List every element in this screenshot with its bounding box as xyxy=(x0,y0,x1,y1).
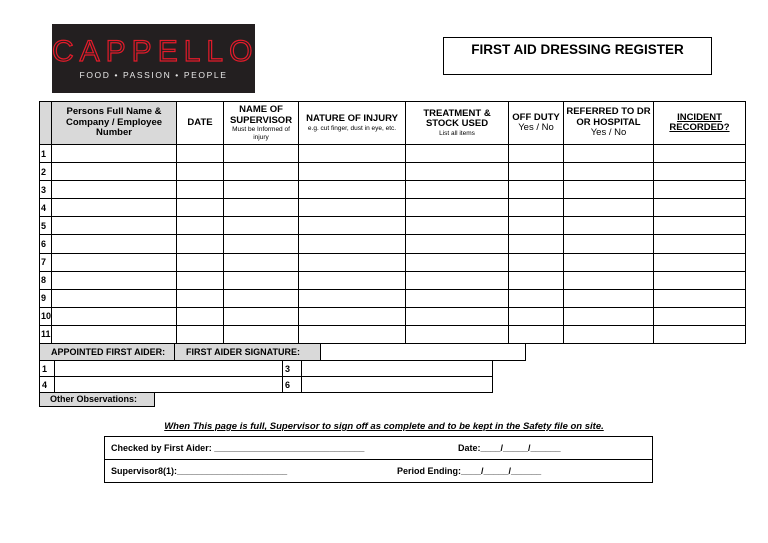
register-title-box xyxy=(443,37,712,75)
col-incident-recorded: INCIDENT RECORDED? xyxy=(654,102,746,145)
table-row xyxy=(40,253,746,271)
register-cell[interactable] xyxy=(406,253,509,271)
register-cell[interactable] xyxy=(224,163,299,181)
col-supervisor-note: Must be Informed of injury xyxy=(232,126,290,141)
register-cell[interactable] xyxy=(224,217,299,235)
row-number: 5 xyxy=(40,217,52,235)
col-referred-options: Yes / No xyxy=(590,127,627,139)
register-cell[interactable] xyxy=(654,289,746,307)
register-cell[interactable] xyxy=(654,217,746,235)
register-cell[interactable] xyxy=(299,235,406,253)
first-aider-table xyxy=(39,360,493,393)
other-observations-label: Other Observations: xyxy=(39,392,155,407)
col-date: DATE xyxy=(177,102,224,145)
register-cell[interactable] xyxy=(509,289,564,307)
register-cell[interactable] xyxy=(299,199,406,217)
register-cell[interactable] xyxy=(177,145,224,163)
register-cell[interactable] xyxy=(564,307,654,325)
register-cell[interactable] xyxy=(509,253,564,271)
register-cell[interactable] xyxy=(509,271,564,289)
register-cell[interactable] xyxy=(406,325,509,343)
logo-tagline: FOOD • PASSION • PEOPLE xyxy=(79,70,228,80)
register-cell[interactable] xyxy=(299,253,406,271)
table-row xyxy=(40,289,746,307)
register-cell[interactable] xyxy=(52,289,177,307)
col-referred: REFERRED TO DR OR HOSPITAL Yes / No xyxy=(564,102,654,145)
safety-file-notice xyxy=(0,416,768,434)
first-aider-field[interactable] xyxy=(55,361,283,377)
register-cell[interactable] xyxy=(509,181,564,199)
register-cell[interactable] xyxy=(654,325,746,343)
appointed-first-aider-label: APPOINTED FIRST AIDER: xyxy=(39,343,175,361)
register-cell[interactable] xyxy=(509,217,564,235)
table-row xyxy=(40,307,746,325)
register-cell[interactable] xyxy=(224,271,299,289)
col-supervisor: NAME OF SUPERVISOR Must be Informed of injury xyxy=(224,102,299,145)
register-cell[interactable] xyxy=(654,271,746,289)
row-number-header xyxy=(40,102,52,145)
register-cell[interactable] xyxy=(177,235,224,253)
col-treatment: TREATMENT & STOCK USED List all items xyxy=(406,102,509,145)
col-off-duty-options: Yes / No xyxy=(518,122,554,133)
register-cell[interactable] xyxy=(406,289,509,307)
col-off-duty: OFF DUTY Yes / No xyxy=(509,102,564,145)
row-number: 1 xyxy=(40,145,52,163)
logo-wordmark: CAPPELLO xyxy=(52,35,259,68)
register-cell[interactable] xyxy=(177,289,224,307)
register-cell[interactable] xyxy=(299,145,406,163)
first-aider-signature-label: FIRST AIDER SIGNATURE: xyxy=(175,343,321,361)
register-cell[interactable] xyxy=(654,181,746,199)
col-injury-note: e.g. cut finger, dust in eye, etc. xyxy=(307,124,397,132)
col-person-name: Persons Full Name & Company / Employee Number xyxy=(52,102,177,145)
register-cell[interactable] xyxy=(177,199,224,217)
register-cell[interactable] xyxy=(654,145,746,163)
register-cell[interactable] xyxy=(52,181,177,199)
register-cell[interactable] xyxy=(299,307,406,325)
cappello-logo xyxy=(52,24,259,93)
register-cell[interactable] xyxy=(52,271,177,289)
register-cell[interactable] xyxy=(406,235,509,253)
register-cell[interactable] xyxy=(224,235,299,253)
table-header-row xyxy=(40,102,746,145)
row-number: 7 xyxy=(40,253,52,271)
register-cell[interactable] xyxy=(177,181,224,199)
safety-file-notice-text: When This page is full, Supervisor to sign off as complete and to be kept in the Safety file on site. xyxy=(164,421,604,432)
register-cell[interactable] xyxy=(299,325,406,343)
register-cell[interactable] xyxy=(509,235,564,253)
table-row xyxy=(40,235,746,253)
register-cell[interactable] xyxy=(509,163,564,181)
register-cell[interactable] xyxy=(52,325,177,343)
register-cell[interactable] xyxy=(406,217,509,235)
register-cell[interactable] xyxy=(564,145,654,163)
register-cell[interactable] xyxy=(509,199,564,217)
register-cell[interactable] xyxy=(224,199,299,217)
register-cell[interactable] xyxy=(52,235,177,253)
supervisor-field[interactable]: Supervisor8(1):______________________ xyxy=(111,466,288,476)
register-cell[interactable] xyxy=(299,181,406,199)
check-date-field[interactable]: Date:____/_____/______ xyxy=(458,443,561,453)
first-aider-row xyxy=(40,377,493,393)
register-cell[interactable] xyxy=(299,271,406,289)
register-cell[interactable] xyxy=(52,307,177,325)
register-cell[interactable] xyxy=(177,271,224,289)
register-cell[interactable] xyxy=(564,289,654,307)
register-cell[interactable] xyxy=(224,325,299,343)
register-cell[interactable] xyxy=(52,199,177,217)
row-number: 4 xyxy=(40,199,52,217)
register-cell[interactable] xyxy=(406,181,509,199)
first-aider-number: 6 xyxy=(283,377,302,393)
first-aider-signature-field[interactable] xyxy=(321,343,526,361)
register-cell[interactable] xyxy=(564,181,654,199)
first-aider-field[interactable] xyxy=(302,377,493,393)
register-cell[interactable] xyxy=(564,217,654,235)
injury-register-table xyxy=(39,101,746,344)
row-number: 10 xyxy=(40,307,52,325)
register-cell[interactable] xyxy=(52,217,177,235)
register-cell[interactable] xyxy=(564,235,654,253)
row-number: 3 xyxy=(40,181,52,199)
register-cell[interactable] xyxy=(654,199,746,217)
register-cell[interactable] xyxy=(299,289,406,307)
register-cell[interactable] xyxy=(406,199,509,217)
register-cell[interactable] xyxy=(509,307,564,325)
register-cell[interactable] xyxy=(406,271,509,289)
register-cell[interactable] xyxy=(564,199,654,217)
register-cell[interactable] xyxy=(224,181,299,199)
register-cell[interactable] xyxy=(177,325,224,343)
register-cell[interactable] xyxy=(177,307,224,325)
row-number: 11 xyxy=(40,325,52,343)
register-cell[interactable] xyxy=(224,289,299,307)
row-number: 2 xyxy=(40,163,52,181)
register-cell[interactable] xyxy=(224,145,299,163)
first-aider-number: 3 xyxy=(283,361,302,377)
register-title: FIRST AID DRESSING REGISTER xyxy=(471,42,684,57)
register-cell[interactable] xyxy=(406,145,509,163)
register-cell[interactable] xyxy=(177,217,224,235)
row-number: 8 xyxy=(40,271,52,289)
register-cell[interactable] xyxy=(654,163,746,181)
register-cell[interactable] xyxy=(299,163,406,181)
register-cell[interactable] xyxy=(564,253,654,271)
row-number: 9 xyxy=(40,289,52,307)
table-row xyxy=(40,325,746,343)
table-row xyxy=(40,181,746,199)
register-cell[interactable] xyxy=(509,145,564,163)
register-cell[interactable] xyxy=(52,163,177,181)
register-cell[interactable] xyxy=(52,145,177,163)
register-cell[interactable] xyxy=(224,307,299,325)
register-cell[interactable] xyxy=(509,325,564,343)
table-row xyxy=(40,163,746,181)
table-row xyxy=(40,199,746,217)
col-nature-of-injury: NATURE OF INJURY e.g. cut finger, dust in eye, etc. xyxy=(299,102,406,145)
register-cell[interactable] xyxy=(564,271,654,289)
register-cell[interactable] xyxy=(177,253,224,271)
register-cell[interactable] xyxy=(564,325,654,343)
signoff-box xyxy=(104,436,653,483)
checked-by-first-aider-field[interactable]: Checked by First Aider: ______________________________ xyxy=(111,443,365,453)
register-cell[interactable] xyxy=(52,253,177,271)
register-cell[interactable] xyxy=(406,163,509,181)
table-row xyxy=(40,217,746,235)
register-cell[interactable] xyxy=(177,163,224,181)
first-aider-header-row xyxy=(39,343,526,361)
register-cell[interactable] xyxy=(299,217,406,235)
register-cell[interactable] xyxy=(654,235,746,253)
row-number: 6 xyxy=(40,235,52,253)
period-ending-field[interactable]: Period Ending:____/_____/______ xyxy=(397,466,542,476)
first-aider-number: 4 xyxy=(40,377,55,393)
first-aider-field[interactable] xyxy=(302,361,493,377)
table-row xyxy=(40,145,746,163)
register-cell[interactable] xyxy=(564,163,654,181)
signoff-row-first-aider xyxy=(105,437,652,460)
first-aider-number: 1 xyxy=(40,361,55,377)
register-cell[interactable] xyxy=(654,253,746,271)
first-aider-row xyxy=(40,361,493,377)
first-aider-field[interactable] xyxy=(55,377,283,393)
register-cell[interactable] xyxy=(654,307,746,325)
table-row xyxy=(40,271,746,289)
col-treatment-note: List all items xyxy=(439,129,475,137)
register-cell[interactable] xyxy=(224,253,299,271)
register-cell[interactable] xyxy=(406,307,509,325)
